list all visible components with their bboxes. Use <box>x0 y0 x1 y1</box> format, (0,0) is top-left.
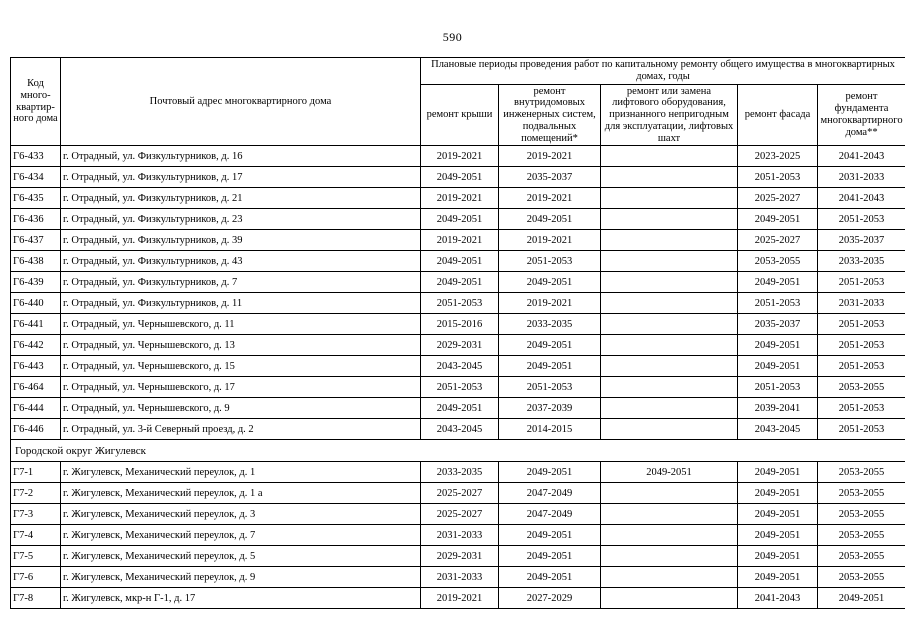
cell-roof-year: 2051-2053 <box>421 293 499 314</box>
cell-foundation-year: 2053-2055 <box>818 377 905 398</box>
cell-engineering-year: 2051-2053 <box>499 251 601 272</box>
table-row <box>11 251 905 272</box>
cell-code: Г6-441 <box>11 314 61 335</box>
table-row <box>11 167 905 188</box>
cell-facade-year: 2051-2053 <box>738 293 818 314</box>
cell-facade-year: 2023-2025 <box>738 146 818 167</box>
cell-roof-year: 2031-2033 <box>421 567 499 588</box>
cell-lift-year <box>601 419 738 440</box>
cell-facade-year: 2049-2051 <box>738 504 818 525</box>
cell-engineering-year: 2049-2051 <box>499 272 601 293</box>
cell-facade-year: 2025-2027 <box>738 188 818 209</box>
cell-roof-year: 2019-2021 <box>421 588 499 609</box>
cell-facade-year: 2049-2051 <box>738 335 818 356</box>
cell-engineering-year: 2033-2035 <box>499 314 601 335</box>
cell-code: Г6-443 <box>11 356 61 377</box>
cell-roof-year: 2049-2051 <box>421 398 499 419</box>
cell-facade-year: 2049-2051 <box>738 209 818 230</box>
cell-address: г. Отрадный, ул. Физкультурников, д. 11 <box>61 293 421 314</box>
cell-code: Г7-3 <box>11 504 61 525</box>
cell-foundation-year: 2031-2033 <box>818 293 905 314</box>
cell-address: г. Отрадный, ул. Физкультурников, д. 39 <box>61 230 421 251</box>
table-row <box>11 356 905 377</box>
cell-foundation-year: 2035-2037 <box>818 230 905 251</box>
cell-address: г. Жигулевск, Механический переулок, д. 7 <box>61 525 421 546</box>
cell-foundation-year: 2053-2055 <box>818 504 905 525</box>
table-row <box>11 546 905 567</box>
capital-repair-table-wrapper <box>0 57 905 609</box>
table-body <box>11 146 905 609</box>
cell-foundation-year: 2049-2051 <box>818 588 905 609</box>
cell-code: Г6-438 <box>11 251 61 272</box>
cell-engineering-year: 2037-2039 <box>499 398 601 419</box>
cell-roof-year: 2051-2053 <box>421 377 499 398</box>
cell-roof-year: 2019-2021 <box>421 188 499 209</box>
cell-lift-year <box>601 209 738 230</box>
cell-address: г. Отрадный, ул. Физкультурников, д. 17 <box>61 167 421 188</box>
cell-foundation-year: 2051-2053 <box>818 272 905 293</box>
cell-facade-year: 2043-2045 <box>738 419 818 440</box>
cell-foundation-year: 2031-2033 <box>818 167 905 188</box>
cell-code: Г6-433 <box>11 146 61 167</box>
cell-facade-year: 2051-2053 <box>738 167 818 188</box>
cell-foundation-year: 2053-2055 <box>818 525 905 546</box>
cell-code: Г6-444 <box>11 398 61 419</box>
cell-facade-year: 2039-2041 <box>738 398 818 419</box>
header-col-lift: ремонт или замена лифтового оборудования, признанного непригодным для эксплуатации, лифтовых шахт <box>601 84 738 146</box>
cell-code: Г6-439 <box>11 272 61 293</box>
cell-facade-year: 2049-2051 <box>738 462 818 483</box>
cell-roof-year: 2033-2035 <box>421 462 499 483</box>
cell-foundation-year: 2033-2035 <box>818 251 905 272</box>
cell-engineering-year: 2047-2049 <box>499 504 601 525</box>
table-row <box>11 525 905 546</box>
table-row <box>11 314 905 335</box>
cell-lift-year <box>601 293 738 314</box>
cell-roof-year: 2029-2031 <box>421 546 499 567</box>
table-row <box>11 230 905 251</box>
cell-engineering-year: 2014-2015 <box>499 419 601 440</box>
table-row <box>11 462 905 483</box>
cell-roof-year: 2015-2016 <box>421 314 499 335</box>
cell-roof-year: 2031-2033 <box>421 525 499 546</box>
header-col-roof: ремонт крыши <box>421 84 499 146</box>
cell-code: Г7-1 <box>11 462 61 483</box>
cell-lift-year <box>601 251 738 272</box>
cell-lift-year <box>601 272 738 293</box>
group-title: Городской округ Жигулевск <box>11 440 905 462</box>
cell-address: г. Отрадный, ул. Физкультурников, д. 43 <box>61 251 421 272</box>
table-header-row-1 <box>11 58 905 85</box>
cell-address: г. Жигулевск, Механический переулок, д. 5 <box>61 546 421 567</box>
cell-facade-year: 2053-2055 <box>738 251 818 272</box>
cell-roof-year: 2025-2027 <box>421 504 499 525</box>
table-row <box>11 335 905 356</box>
cell-code: Г6-436 <box>11 209 61 230</box>
table-row <box>11 377 905 398</box>
header-col-engineering: ремонт внутридомовых инженерных систем, подвальных помещений* <box>499 84 601 146</box>
cell-lift-year <box>601 588 738 609</box>
cell-address: г. Отрадный, ул. Физкультурников, д. 21 <box>61 188 421 209</box>
cell-lift-year <box>601 188 738 209</box>
cell-engineering-year: 2049-2051 <box>499 209 601 230</box>
cell-code: Г6-437 <box>11 230 61 251</box>
cell-foundation-year: 2051-2053 <box>818 335 905 356</box>
cell-lift-year <box>601 146 738 167</box>
cell-code: Г7-6 <box>11 567 61 588</box>
table-row <box>11 588 905 609</box>
table-row <box>11 419 905 440</box>
cell-foundation-year: 2051-2053 <box>818 209 905 230</box>
cell-code: Г7-2 <box>11 483 61 504</box>
cell-code: Г6-464 <box>11 377 61 398</box>
cell-engineering-year: 2027-2029 <box>499 588 601 609</box>
cell-foundation-year: 2051-2053 <box>818 356 905 377</box>
cell-facade-year: 2051-2053 <box>738 377 818 398</box>
cell-address: г. Отрадный, ул. Физкультурников, д. 16 <box>61 146 421 167</box>
cell-roof-year: 2025-2027 <box>421 483 499 504</box>
cell-roof-year: 2019-2021 <box>421 230 499 251</box>
cell-facade-year: 2035-2037 <box>738 314 818 335</box>
cell-roof-year: 2029-2031 <box>421 335 499 356</box>
cell-engineering-year: 2019-2021 <box>499 293 601 314</box>
header-col-foundation: ремонт фундамента многоквартирного дома** <box>818 84 905 146</box>
cell-lift-year <box>601 546 738 567</box>
cell-address: г. Отрадный, ул. Чернышевского, д. 15 <box>61 356 421 377</box>
cell-address: г. Жигулевск, Механический переулок, д. 1 а <box>61 483 421 504</box>
cell-address: г. Отрадный, ул. 3-й Северный проезд, д. 2 <box>61 419 421 440</box>
cell-lift-year <box>601 335 738 356</box>
cell-lift-year: 2049-2051 <box>601 462 738 483</box>
cell-lift-year <box>601 230 738 251</box>
cell-engineering-year: 2019-2021 <box>499 146 601 167</box>
cell-lift-year <box>601 314 738 335</box>
cell-facade-year: 2049-2051 <box>738 546 818 567</box>
cell-code: Г6-435 <box>11 188 61 209</box>
cell-facade-year: 2049-2051 <box>738 567 818 588</box>
table-group-row <box>11 440 905 462</box>
cell-code: Г6-446 <box>11 419 61 440</box>
cell-lift-year <box>601 167 738 188</box>
table-row <box>11 146 905 167</box>
cell-lift-year <box>601 398 738 419</box>
cell-facade-year: 2049-2051 <box>738 483 818 504</box>
cell-address: г. Отрадный, ул. Физкультурников, д. 23 <box>61 209 421 230</box>
cell-address: г. Жигулевск, Механический переулок, д. 9 <box>61 567 421 588</box>
cell-engineering-year: 2049-2051 <box>499 567 601 588</box>
cell-roof-year: 2049-2051 <box>421 167 499 188</box>
cell-address: г. Отрадный, ул. Чернышевского, д. 17 <box>61 377 421 398</box>
cell-address: г. Жигулевск, Механический переулок, д. 1 <box>61 462 421 483</box>
cell-address: г. Отрадный, ул. Физкультурников, д. 7 <box>61 272 421 293</box>
header-group-periods: Плановые периоды проведения работ по капитальному ремонту общего имущества в многоквартирных домах, годы <box>421 58 905 85</box>
cell-engineering-year: 2051-2053 <box>499 377 601 398</box>
cell-foundation-year: 2051-2053 <box>818 314 905 335</box>
cell-foundation-year: 2051-2053 <box>818 419 905 440</box>
cell-code: Г6-442 <box>11 335 61 356</box>
header-col-facade: ремонт фасада <box>738 84 818 146</box>
cell-facade-year: 2049-2051 <box>738 272 818 293</box>
cell-lift-year <box>601 567 738 588</box>
cell-lift-year <box>601 377 738 398</box>
cell-roof-year: 2019-2021 <box>421 146 499 167</box>
cell-address: г. Отрадный, ул. Чернышевского, д. 9 <box>61 398 421 419</box>
header-col-address: Почтовый адрес многоквартирного дома <box>61 58 421 146</box>
cell-facade-year: 2049-2051 <box>738 356 818 377</box>
cell-facade-year: 2049-2051 <box>738 525 818 546</box>
cell-lift-year <box>601 525 738 546</box>
cell-address: г. Жигулевск, мкр-н Г-1, д. 17 <box>61 588 421 609</box>
table-header <box>11 58 905 146</box>
header-col-code: Код много-квартир-ного дома <box>11 58 61 146</box>
cell-address: г. Отрадный, ул. Чернышевского, д. 13 <box>61 335 421 356</box>
page-number: 590 <box>442 30 463 44</box>
cell-foundation-year: 2053-2055 <box>818 462 905 483</box>
cell-code: Г7-5 <box>11 546 61 567</box>
table-row <box>11 398 905 419</box>
cell-roof-year: 2049-2051 <box>421 209 499 230</box>
cell-engineering-year: 2019-2021 <box>499 230 601 251</box>
cell-facade-year: 2041-2043 <box>738 588 818 609</box>
cell-engineering-year: 2049-2051 <box>499 546 601 567</box>
cell-facade-year: 2025-2027 <box>738 230 818 251</box>
cell-code: Г6-440 <box>11 293 61 314</box>
cell-lift-year <box>601 504 738 525</box>
cell-roof-year: 2049-2051 <box>421 251 499 272</box>
cell-engineering-year: 2049-2051 <box>499 335 601 356</box>
cell-engineering-year: 2049-2051 <box>499 462 601 483</box>
cell-engineering-year: 2019-2021 <box>499 188 601 209</box>
table-row <box>11 293 905 314</box>
cell-engineering-year: 2049-2051 <box>499 356 601 377</box>
cell-address: г. Отрадный, ул. Чернышевского, д. 11 <box>61 314 421 335</box>
table-row <box>11 504 905 525</box>
cell-roof-year: 2043-2045 <box>421 356 499 377</box>
cell-roof-year: 2049-2051 <box>421 272 499 293</box>
cell-roof-year: 2043-2045 <box>421 419 499 440</box>
table-row <box>11 188 905 209</box>
cell-lift-year <box>601 483 738 504</box>
cell-engineering-year: 2047-2049 <box>499 483 601 504</box>
table-row <box>11 483 905 504</box>
cell-foundation-year: 2041-2043 <box>818 146 905 167</box>
cell-lift-year <box>601 356 738 377</box>
cell-foundation-year: 2041-2043 <box>818 188 905 209</box>
cell-code: Г7-4 <box>11 525 61 546</box>
cell-foundation-year: 2053-2055 <box>818 546 905 567</box>
cell-foundation-year: 2053-2055 <box>818 483 905 504</box>
table-row <box>11 567 905 588</box>
cell-address: г. Жигулевск, Механический переулок, д. 3 <box>61 504 421 525</box>
cell-code: Г7-8 <box>11 588 61 609</box>
cell-foundation-year: 2051-2053 <box>818 398 905 419</box>
cell-engineering-year: 2049-2051 <box>499 525 601 546</box>
cell-foundation-year: 2053-2055 <box>818 567 905 588</box>
capital-repair-table <box>10 57 905 609</box>
cell-code: Г6-434 <box>11 167 61 188</box>
table-row <box>11 209 905 230</box>
cell-engineering-year: 2035-2037 <box>499 167 601 188</box>
table-row <box>11 272 905 293</box>
